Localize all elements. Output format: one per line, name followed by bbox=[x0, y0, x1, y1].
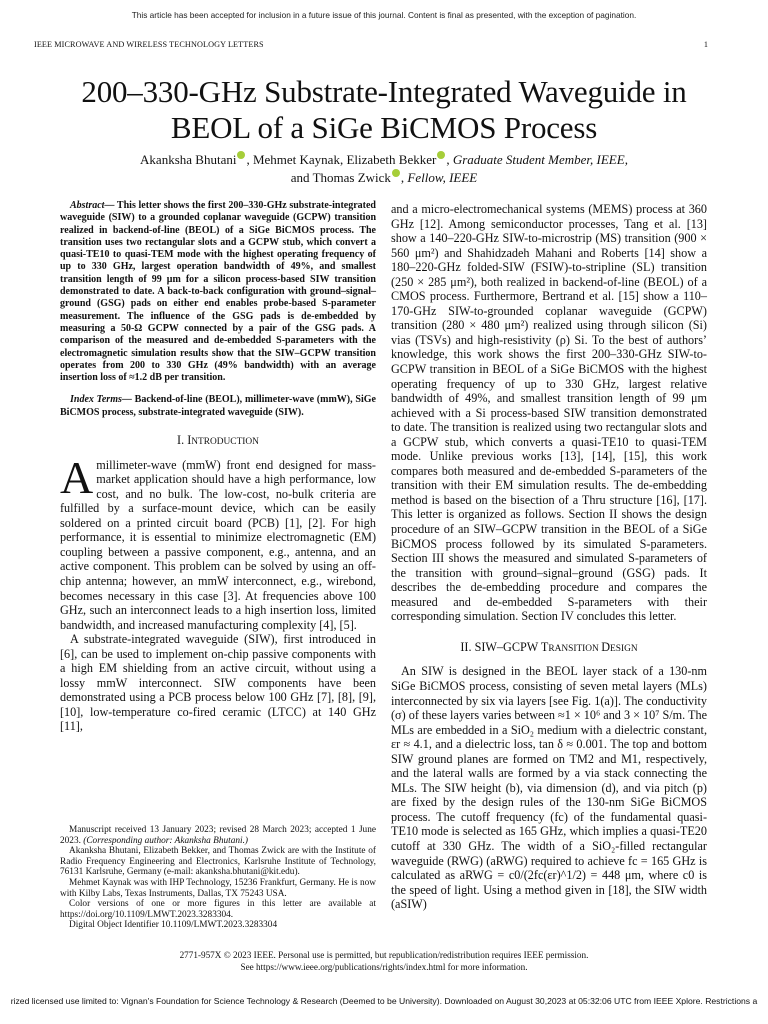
footnote-kaynak: Mehmet Kaynak was with IHP Technology, 15236 Frankfurt, Germany. He is now with Kilby Labs, Texas Instruments, Dallas, TX 75243 USA. bbox=[60, 877, 376, 899]
page-number: 1 bbox=[703, 40, 708, 49]
intro-paragraph-2: A substrate-integrated waveguide (SIW), first introduced in [6], can be used to implement on-chip passive components with a high EM shielding from an active circuit, without using a lossy mmW interconnect. SIW components have been demonstrated using a PCB process below 100 GHz [7], [8], [9], [10], low-temperature co-fired ceramic (LTCC) at 140 GHz [11], bbox=[60, 632, 376, 734]
orcid-icon[interactable] bbox=[237, 151, 245, 159]
intro-paragraph-1-text: millimeter-wave (mmW) front end designed for mass-market application should have a high performance, low cost, and no bulk. The low-cost, no-bulk criteria are fulfilled by a surface-mount device, which can be easily soldered on a printed circuit board (PCB) [1], [2]. For high performance, it is essential to minimize electromagnetic (EM) coupling between a passive component, e.g., antenna, and an active component. This problem can be solved by using an off-chip antenna; however, an mmW interconnect, e.g., wirebond, becomes necessary in this case [3]. At frequencies above 100 GHz, such an interconnect leads to a high insertion loss, limited bandwidth, and increased manufacturing complexity [4], [5]. bbox=[60, 457, 376, 632]
section-title-rest: ESIGN bbox=[610, 643, 638, 654]
section-title-initial: I bbox=[187, 433, 192, 448]
author-membership: Fellow, IEEE bbox=[407, 170, 478, 185]
acceptance-banner: This article has been accepted for inclusion in a future issue of this journal. Content is final as presented, with the exception of pagination. bbox=[131, 10, 637, 20]
design-paragraph-1: An SIW is designed in the BEOL layer stack of a 130-nm SiGe BiCMOS process, consisting of seven metal layers (MLs) interconnected by six via layers [see Fig. 1(a)]. The conductivity (σ) of these layers varies between ≈1 × 10⁶ and 3 × 10⁷ S/m. The MLs are embedded in a SiO₂ medium with a dielectric constant, εr ≈ 4.1, and a dielectric loss, tan δ ≈ 0.001. The top and bottom SIW ground planes are formed on TM2 and M1, respectively, and the lateral walls are formed by a via stack connecting the MLs. The SIW height (b), via dimension (d), and via pitch (p) are fixed by the design rules of the 130-nm SiGe BiCMOS process. The cutoff frequency (fc) of the fundamental quasi-TE10 mode is selected as 165 GHz, which implies a quasi-TE20 cutoff at 330 GHz. The width of a SiO₂-filled rectangular waveguide (RWG) (aRWG) required to achieve fc = 165 GHz is calculated as aRWG = c0/(2fc(εr)^1/2) = 448 μm, where c0 is the speed of light. Using a method given in [18], the SIW width (aSIW) bbox=[391, 664, 707, 912]
section-numeral: I. bbox=[177, 433, 188, 448]
orcid-icon[interactable] bbox=[392, 169, 400, 177]
footnote-doi: Digital Object Identifier 10.1109/LMWT.2023.3283304 bbox=[69, 920, 278, 931]
section-title-initial: T bbox=[540, 639, 549, 654]
section-title-initial: D bbox=[601, 639, 610, 654]
drop-cap: A bbox=[60, 451, 94, 503]
section-title-word: SIW–GCPW bbox=[474, 639, 541, 654]
copyright-notice bbox=[0, 950, 768, 973]
section-heading-design bbox=[391, 640, 707, 657]
author-name: Akanksha Bhutani bbox=[140, 152, 237, 167]
footnote-manuscript bbox=[60, 825, 376, 846]
section-title-rest: RANSITION bbox=[548, 643, 602, 654]
author-separator: , bbox=[446, 152, 453, 167]
section-numeral: II. bbox=[460, 639, 475, 654]
index-terms-text: Backend-of-line (BEOL), millimeter-wave (mmW), SiGe BiCMOS process, substrate-integrated waveguide (SIW). bbox=[60, 394, 376, 418]
author-separator: , bbox=[400, 170, 408, 185]
index-terms bbox=[60, 394, 376, 419]
copyright-line-1: 2771-957X © 2023 IEEE. Personal use is permitted, but republication/redistribution requires IEEE permission. bbox=[179, 950, 589, 960]
running-head: IEEE MICROWAVE AND WIRELESS TECHNOLOGY LETTERS bbox=[34, 40, 264, 49]
section-heading-introduction bbox=[60, 433, 376, 450]
footnotes bbox=[60, 825, 376, 931]
footnote-affiliation: Akanksha Bhutani, Elizabeth Bekker, and Thomas Zwick are with the Institute of Radio Frequency Engineering and Electronics, Karlsruhe Institute of Technology, 76131 Karlsruhe, Germany (e-mail: akanksha.bhutani@kit.edu). bbox=[60, 846, 376, 878]
title-line-1: 200–330-GHz Substrate-Integrated Waveguide in bbox=[81, 74, 687, 109]
orcid-icon[interactable] bbox=[437, 151, 445, 159]
left-column bbox=[60, 200, 376, 734]
intro-paragraph-1 bbox=[60, 451, 376, 633]
index-terms-label: Index Terms— bbox=[70, 394, 132, 406]
paper-title bbox=[34, 74, 734, 146]
footnote-corresponding: (Corresponding author: Akanksha Bhutani.) bbox=[83, 835, 249, 846]
title-line-2: BEOL of a SiGe BiCMOS Process bbox=[170, 110, 598, 145]
author-names: , Mehmet Kaynak, Elizabeth Bekker bbox=[246, 152, 437, 167]
footnote-dates: Manuscript received 13 January 2023; revised 28 March 2023; accepted 1 June 2023. bbox=[60, 825, 376, 846]
author-membership: Graduate Student Member, IEEE, bbox=[452, 152, 628, 167]
abstract-label: Abstract— bbox=[70, 200, 115, 211]
intro-paragraph-3: and a micro-electromechanical systems (MEMS) process at 360 GHz [12]. Among semiconductor processes, Tang et al. [13] show a 140–220-GHz SIW-to-microstrip (MS) transition (900 × 560 μm²) and Shahidzadeh Mahani and Roberts [14] show a 180–220-GHz folded-SIW (FSIW)-to-stripline (SL) transition (250 × 285 μm²), both realized in backend-of-line (BEOL) of a CMOS process. Furthermore, Bertrand et al. [15] show a 110–170-GHz SIW-to-grounded coplanar waveguide (GCPW) transition (280 × 480 μm²) realized using through silicon (Si) vias (TSVs) and high-resistivity (ρ) Si. To the best of authors’ knowledge, this work shows the first 200–330-GHz SIW-to-GCPW transition in BEOL of a SiGe BiCMOS with the highest operating frequency of up to 330 GHz, largest relative bandwidth of 49%, and smallest transition length of 99 μm achieved with a Si process-based SIW transition demonstrated to date. The transition is realized using two rectangular slots and a GCPW stub, which converts a quasi-TE10 to quasi-TEM mode. Unlike previous works [13], [14], [15], this work compares both measured and de-embedded S-parameters of the transition with their EM simulation results. The de-embedding method is based on the bisection of a Thru structure [16], [17]. This letter is organized as follows. Section II shows the design procedure of an SIW–GCPW transition in the BEOL of a SiGe BiCMOS process followed by its simulated S-parameters. Section III shows the measured and simulated S-parameters of the transition with ground–signal–ground (GSG) pads. It describes the de-embedding procedure and compares the measured and de-embedded S-parameters with their corresponding simulation. Section IV concludes this letter. bbox=[391, 202, 707, 624]
footnote-color-versions: Color versions of one or more figures in this letter are available at https://doi.org/10.1109/LMWT.2023.3283304. bbox=[60, 899, 376, 920]
section-title-rest: NTRODUCTION bbox=[191, 437, 259, 448]
right-column bbox=[391, 202, 707, 912]
license-download-bar: rized licensed use limited to: Vignan's Foundation for Science Technology & Research (Deemed to be University). Downloaded on August 30,2023 at 05:32:06 UTC from IEEE Xplore. Restrictions a bbox=[10, 996, 758, 1006]
author-list bbox=[34, 151, 734, 187]
abstract bbox=[60, 200, 376, 384]
author-name: and Thomas Zwick bbox=[290, 170, 391, 185]
copyright-line-2: See https://www.ieee.org/publications/rights/index.html for more information. bbox=[240, 961, 528, 972]
abstract-text: This letter shows the first 200–330-GHz substrate-integrated waveguide (SIW) to a grounded coplanar waveguide (GCPW) transition realized in backend-of-line (BEOL) of a SiGe BiCMOS process. The transition uses two rectangular slots and a GCPW stub, which convert a quasi-TE10 to quasi-TEM mode with the highest operating frequency of up to 330 GHz, largest operation bandwidth of 49%, and smallest transition length of 99 μm for a silicon process-based SIW transition demonstrated to date. A back-to-back configuration with ground–signal–ground (GSG) pads on either end enables probe-based S-parameter measurement. The influence of the GSG pads is de-embedded by measuring a 50-Ω GCPW connected by a pair of the GSG pads. A comparison of the measured and de-embedded S-parameters with the electromagnetic simulation results show that the SIW–GCPW transition operates from 200 to 330 GHz (49% bandwidth) with an average insertion loss of ≈1.2 dB per transition. bbox=[60, 200, 376, 384]
